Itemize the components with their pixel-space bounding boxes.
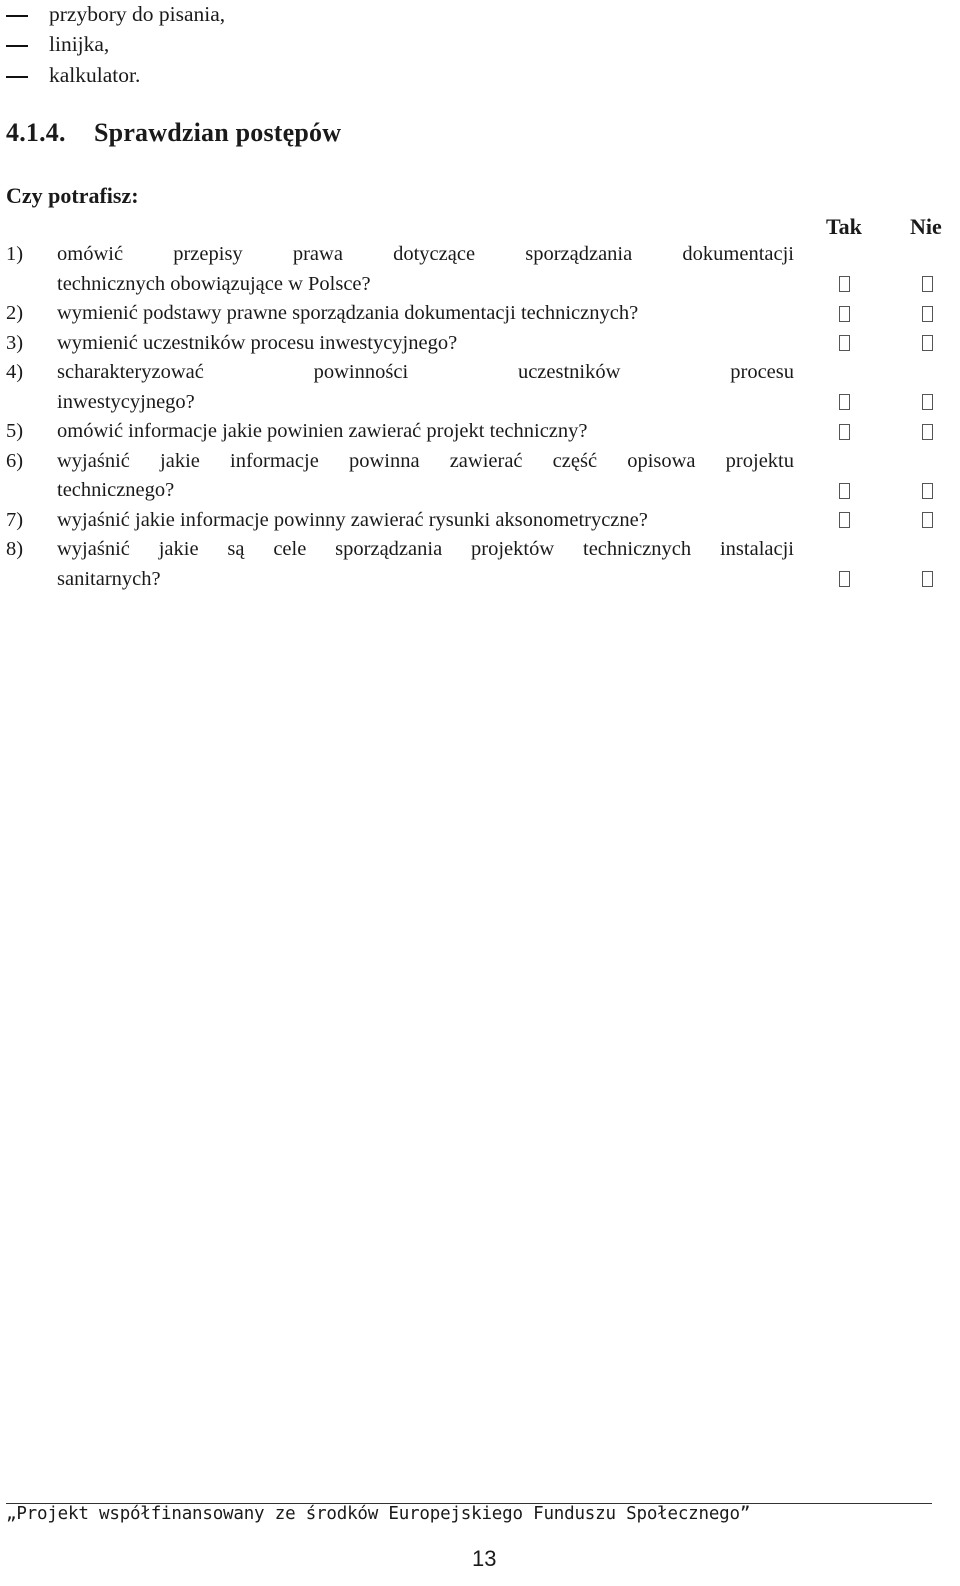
column-header-yes: Tak	[826, 214, 862, 239]
yes-checkbox[interactable]	[839, 335, 850, 351]
question-line: technicznych obowiązujące w Polsce?	[57, 272, 371, 295]
dash-bullet-icon	[6, 15, 28, 17]
dash-bullet-icon	[6, 76, 28, 78]
question-row	[6, 535, 960, 594]
footer-text: „Projekt współfinansowany ze środków Europejskiego Funduszu Społecznego”	[6, 1504, 751, 1524]
question-row	[6, 358, 960, 417]
section-heading	[6, 118, 341, 148]
page-number: 13	[472, 1546, 497, 1571]
question-line: wymienić uczestników procesu inwestycyjnego?	[57, 331, 458, 354]
question-line: wyjaśnić jakie informacje powinna zawierać część opisowa projektu	[57, 449, 794, 472]
yes-checkbox[interactable]	[839, 424, 850, 440]
supplies-list	[6, 0, 225, 91]
question-row	[6, 506, 960, 536]
yes-checkbox[interactable]	[839, 512, 850, 528]
question-line: scharakteryzować powinności uczestników procesu	[57, 361, 794, 383]
list-item	[6, 29, 225, 60]
question-line: inwestycyjnego?	[57, 390, 195, 413]
question-row	[6, 299, 960, 329]
question-number: 3)	[6, 331, 24, 354]
question-number: 1)	[6, 243, 24, 265]
yes-checkbox[interactable]	[839, 571, 850, 587]
question-number: 8)	[6, 538, 24, 560]
yes-checkbox[interactable]	[839, 483, 850, 499]
question-line: omówić informacje jakie powinien zawierać projekt techniczny?	[57, 420, 588, 442]
question-row	[6, 329, 960, 359]
question-number: 4)	[6, 361, 24, 383]
question-line: wymienić podstawy prawne sporządzania dokumentacji technicznych?	[57, 302, 639, 324]
question-number: 5)	[6, 420, 24, 442]
yes-checkbox[interactable]	[839, 276, 850, 292]
question-number: 7)	[6, 508, 24, 531]
question-row	[6, 417, 960, 447]
dash-bullet-icon	[6, 45, 28, 47]
intro-heading: Czy potrafisz:	[6, 183, 139, 208]
list-item	[6, 60, 225, 91]
question-number: 6)	[6, 449, 24, 472]
list-item-label: kalkulator.	[49, 63, 141, 87]
no-checkbox[interactable]	[922, 335, 933, 351]
yes-checkbox[interactable]	[839, 306, 850, 322]
list-item-label: przybory do pisania,	[49, 2, 226, 26]
no-checkbox[interactable]	[922, 483, 933, 499]
section-title: Sprawdzian postępów	[94, 118, 342, 147]
yes-checkbox[interactable]	[839, 394, 850, 410]
no-checkbox[interactable]	[922, 571, 933, 587]
question-row	[6, 240, 960, 299]
section-number: 4.1.4.	[6, 118, 66, 147]
question-line: wyjaśnić jakie informacje powinny zawierać rysunki aksonometryczne?	[57, 508, 648, 531]
question-list	[6, 240, 960, 594]
question-line: sanitarnych?	[57, 567, 161, 590]
question-line: technicznego?	[57, 479, 175, 501]
no-checkbox[interactable]	[922, 306, 933, 322]
column-header-no: Nie	[910, 214, 942, 239]
no-checkbox[interactable]	[922, 394, 933, 410]
list-item	[6, 0, 225, 29]
question-row	[6, 447, 960, 506]
question-number: 2)	[6, 302, 24, 324]
list-item-label: linijka,	[49, 32, 110, 56]
no-checkbox[interactable]	[922, 512, 933, 528]
question-line: wyjaśnić jakie są cele sporządzania projektów technicznych instalacji	[57, 538, 794, 560]
question-line: omówić przepisy prawa dotyczące sporządzania dokumentacji	[57, 243, 794, 265]
no-checkbox[interactable]	[922, 276, 933, 292]
no-checkbox[interactable]	[922, 424, 933, 440]
